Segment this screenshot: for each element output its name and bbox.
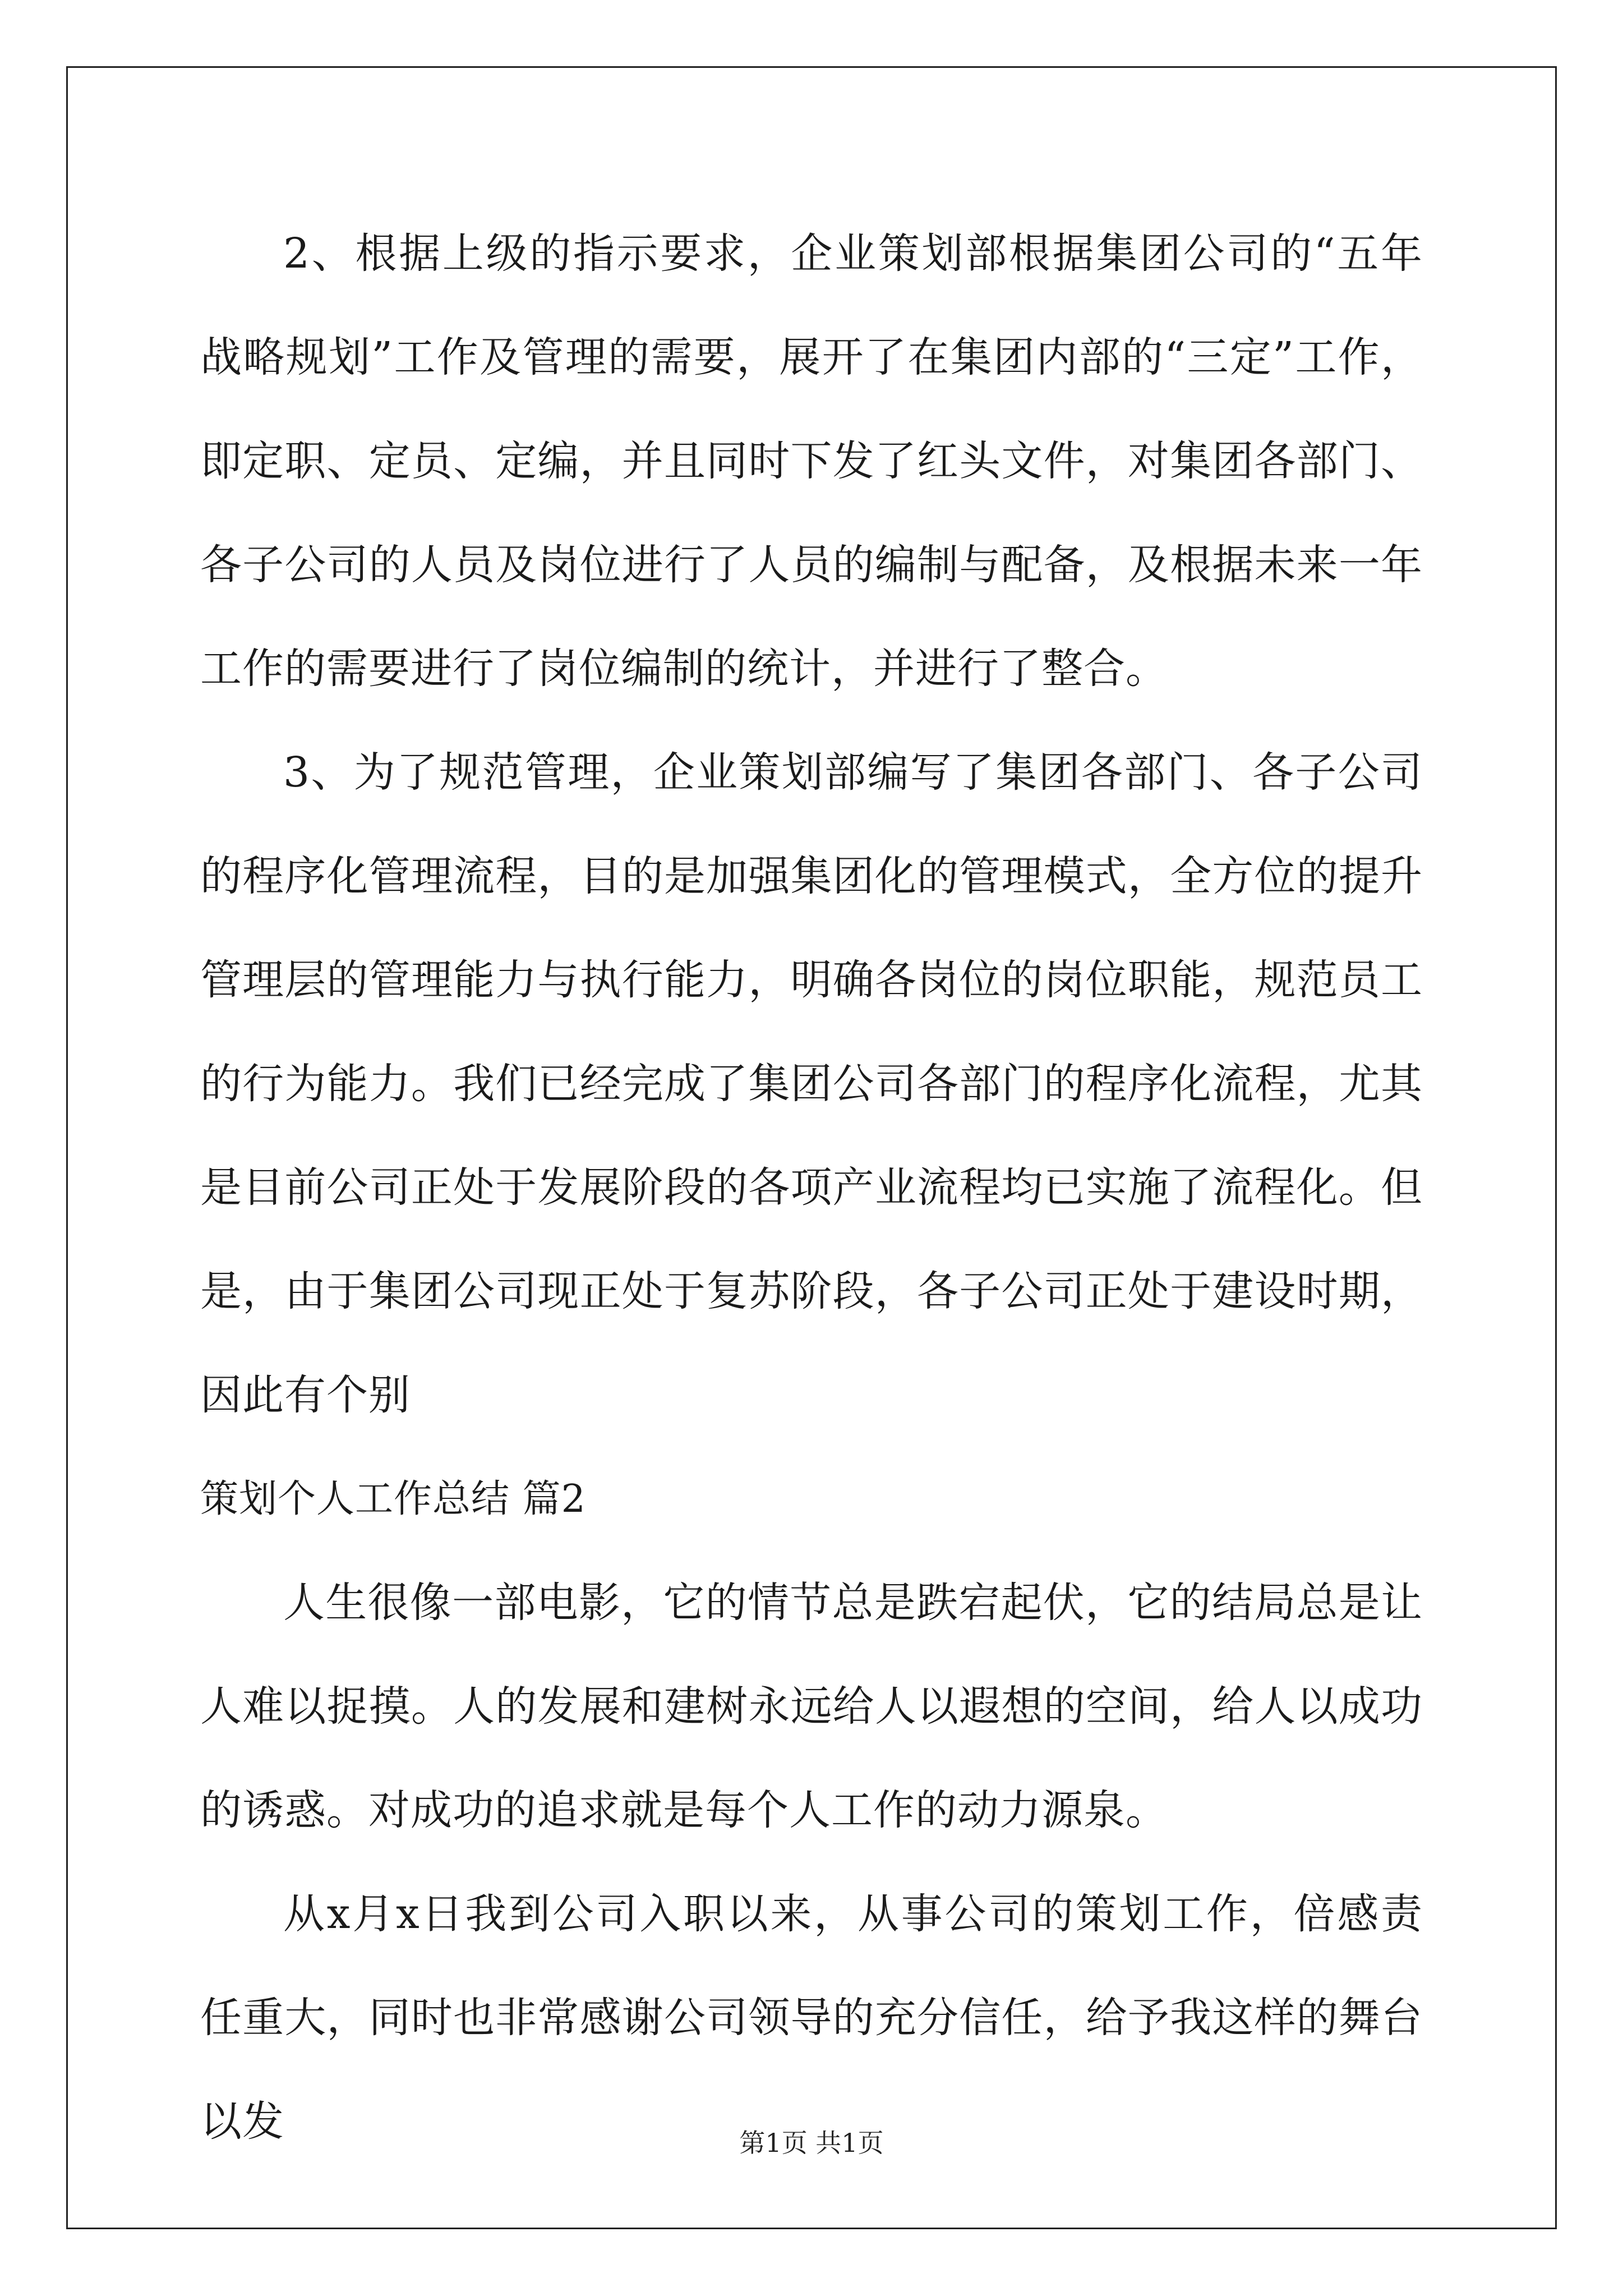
paragraph-staffing: 2、根据上级的指示要求，企业策划部根据集团公司的“五年战略规划”工作及管理的需要，展开了在集团内部的“三定”工作，即定职、定员、定编，并且同时下发了红头文件，对集团各部门、各子公司的人员及岗位进行了人员的编制与配备，及根据未来一年工作的需要进行了岗位编制的统计，并进行了整合。 [200,229,1423,693]
paragraph-life-film: 人生很像一部电影，它的情节总是跌宕起伏，它的结局总是让人难以捉摸。人的发展和建树永远给人以遐想的空间，给人以成功的诱惑。对成功的追求就是每个人工作的动力源泉。 [200,1579,1423,1834]
page-number-footer: 第1页 共1页 [739,2128,884,2158]
document-body [200,202,1423,2174]
paragraph-onboarding: 从x月x日我到公司入职以来，从事公司的策划工作，倍感责任重大，同时也非常感谢公司领导的充分信任，给予我这样的舞台以发 [200,1890,1423,2146]
section-heading: 策划个人工作总结 篇2 [200,1477,586,1521]
paragraph-process-management: 3、为了规范管理，企业策划部编写了集团各部门、各子公司的程序化管理流程，目的是加强集团化的管理模式，全方位的提升管理层的管理能力与执行能力，明确各岗位的岗位职能，规范员工的行为能力。我们已经完成了集团公司各部门的程序化流程，尤其是目前公司正处于发展阶段的各项产业流程均已实施了流程化。但是，由于集团公司现正处于复苏阶段，各子公司正处于建设时期，因此有个别 [200,748,1423,1419]
